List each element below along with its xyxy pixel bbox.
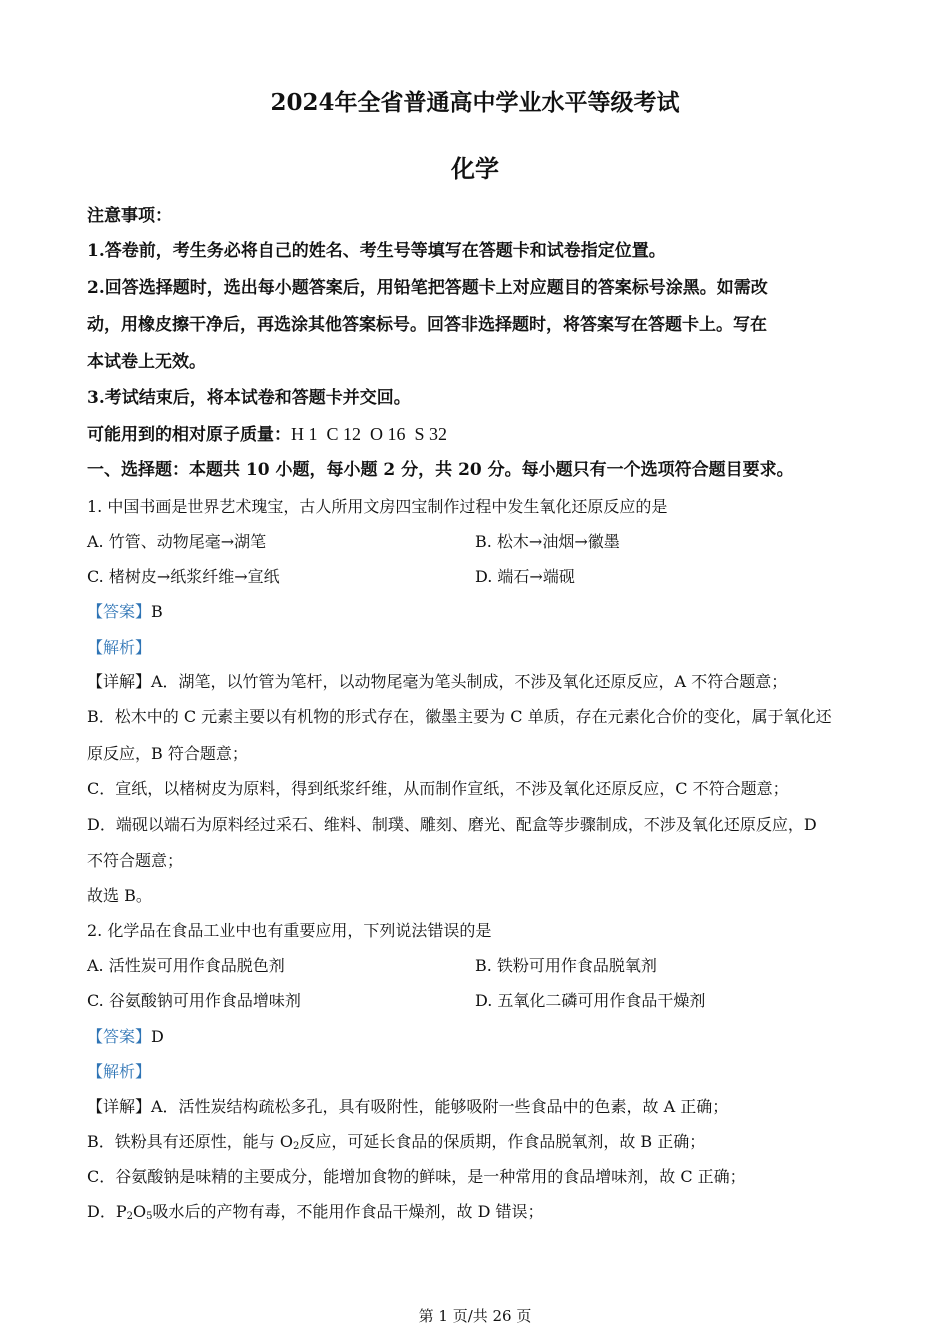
subscript: 2 [292,1141,300,1152]
q2-option-d: D. 五氧化二磷可用作食品干燥剂 [475,991,706,1010]
q1-option-c: C. 楮树皮→纸浆纤维→宣纸 [87,567,280,586]
text: O [132,1202,147,1221]
exam-title: 2024年全省普通高中学业水平等级考试 [270,89,680,116]
q2-detail [87,1132,705,1152]
q1-detail: 原反应，B 符合题意； [87,744,248,763]
subscript: 2 [126,1211,133,1222]
q2-option-b: B. 铁粉可用作食品脱氧剂 [475,956,657,975]
note-item: 本试卷上无效。 [87,352,206,372]
text: 反应，可延长食品的保质期，作食品脱氧剂，故 B 正确； [299,1132,706,1151]
q2-detail [87,1202,544,1222]
q1-detail: 不符合题意； [87,851,184,870]
q1-option-a: A. 竹管、动物尾毫→湖笔 [87,532,267,551]
answer-value: B [151,602,163,621]
question-1-stem: 1. 中国书画是世界艺术瑰宝，古人所用文房四宝制作过程中发生氧化还原反应的是 [87,497,668,516]
q2-analysis-label: 【解析】 [87,1062,152,1081]
q2-answer [87,1027,164,1047]
answer-label: 【答案】 [87,602,152,621]
q2-option-c: C. 谷氨酸钠可用作食品增味剂 [87,991,301,1010]
note-item: 3.考试结束后，将本试卷和答题卡并交回。 [87,388,411,408]
q1-analysis-label: 【解析】 [87,638,152,657]
note-item: 2.回答选择题时，选出每小题答案后，用铅笔把答题卡上对应题目的答案标号涂黑。如需改 [87,278,768,298]
q2-detail: 【详解】A．活性炭结构疏松多孔，具有吸附性，能够吸附一些食品中的色素，故 A 正确； [87,1097,729,1116]
note-item: 动，用橡皮擦干净后，再选涂其他答案标号。回答非选择题时，将答案写在答题卡上。写在 [87,315,767,335]
atomic-mass-values: H 1 C 12 O 16 S 32 [291,424,448,444]
notes-heading: 注意事项： [87,206,172,226]
subject-title: 化学 [451,154,499,183]
q1-detail: 【详解】A．湖笔，以竹管为笔杆，以动物尾毫为笔头制成，不涉及氧化还原反应，A 不符合题意； [87,672,788,691]
q1-option-d: D. 端石→端砚 [475,567,575,586]
q1-answer [87,602,163,622]
answer-label: 【答案】 [87,1027,152,1046]
answer-value: D [151,1027,164,1046]
atomic-mass-line [87,424,447,445]
q2-option-a: A. 活性炭可用作食品脱色剂 [87,956,285,975]
q1-detail: B．松木中的 C 元素主要以有机物的形式存在，徽墨主要为 C 单质，存在元素化合价的变化，属于氧化还 [87,707,832,726]
q1-detail: C．宣纸，以楮树皮为原料，得到纸浆纤维，从而制作宣纸，不涉及氧化还原反应，C 不符合题意； [87,779,789,798]
atomic-mass-label: 可能用到的相对原子质量： [87,425,291,445]
q1-detail: D．端砚以端石为原料经过采石、维料、制璞、雕刻、磨光、配盒等步骤制成，不涉及氧化还原反应，D [87,815,817,834]
text: D．P [87,1202,127,1221]
subscript: 5 [146,1211,153,1222]
q2-detail: C．谷氨酸钠是味精的主要成分，能增加食物的鲜味，是一种常用的食品增味剂，故 C 正确； [87,1167,746,1186]
text: 吸水后的产物有毒，不能用作食品干燥剂，故 D 错误； [152,1202,544,1221]
text: B．铁粉具有还原性，能与 O [87,1132,293,1151]
q1-detail: 故选 B。 [87,886,152,905]
note-item: 1.答卷前，考生务必将自己的姓名、考生号等填写在答题卡和试卷指定位置。 [87,241,666,261]
section-heading: 一、选择题：本题共 10 小题，每小题 2 分，共 20 分。每小题只有一个选项符合题目要求。 [87,460,794,480]
q1-option-b: B. 松木→油烟→徽墨 [475,532,620,551]
question-2-stem: 2. 化学品在食品工业中也有重要应用，下列说法错误的是 [87,921,492,940]
page-footer: 第 1 页/共 26 页 [418,1307,532,1325]
